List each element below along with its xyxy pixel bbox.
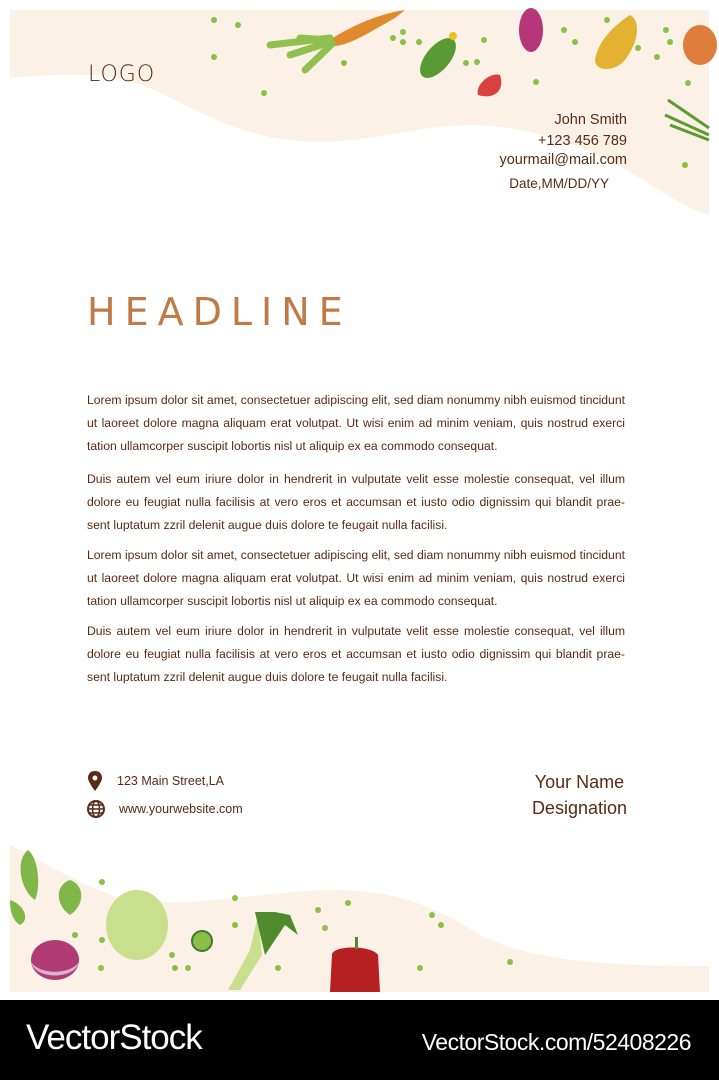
address-line [87,771,224,791]
signer-name: Your Name [534,772,625,792]
cabbage-icon [106,890,168,960]
watermark-brand: VectorStock [26,1018,202,1057]
body-paragraph: Duis autem vel eum iriure dolor in hendrerit in vulputate velit esse molestie consequat, vel illum dolore eu feugiat nulla facilisis at vero eros et accumsan et iusto odio dignissim qui blandit prae-sent luptatum zzril delenit augue duis dolore te feugait nulla facilisi. [87,624,625,684]
cucumber-slice-icon [192,931,212,951]
body-paragraph: Lorem ipsum dolor sit amet, consectetuer adipiscing elit, sed diam nonummy nibh euismod tincidunt ut laoreet dolore magna aliquam erat volutpat. Ut wisi enim ad minim veniam, quis nostrud exerci tation ullamcorper suscipit lobortis nisl ut aliquip ex ea commodo consequat. [87,393,625,453]
website-line [87,800,243,818]
onion-icon [683,25,717,65]
globe-icon [87,800,105,818]
watermark-url: VectorStock.com/52408226 [421,1029,691,1055]
sender-email: yourmail@mail.com [499,152,627,168]
signer-designation: Designation [531,798,627,818]
sender-name: John Smith [554,112,627,128]
location-pin-icon [87,771,103,791]
letter-date: Date,MM/DD/YY [509,176,609,191]
body-paragraph: Duis autem vel eum iriure dolor in hendrerit in vulputate velit esse molestie consequat, vel illum dolore eu feugiat nulla facilisis at vero eros et accumsan et iusto odio dignissim qui blandit prae-sent luptatum zzril delenit augue duis dolore te feugait nulla facilisi. [87,472,625,532]
logo: LOGO [88,62,156,87]
website-text: www.yourwebsite.com [119,802,243,816]
sender-phone: +123 456 789 [537,133,627,149]
headline: HEADLINE [87,290,352,334]
address-text: 123 Main Street,LA [117,774,225,788]
signature-block [532,769,627,821]
body-paragraph: Lorem ipsum dolor sit amet, consectetuer adipiscing elit, sed diam nonummy nibh euismod tincidunt ut laoreet dolore magna aliquam erat volutpat. Ut wisi enim ad minim veniam, quis nostrud exerci tation ullamcorper suscipit lobortis nisl ut aliquip ex ea commodo consequat. [87,548,625,608]
beet-icon [519,8,543,52]
